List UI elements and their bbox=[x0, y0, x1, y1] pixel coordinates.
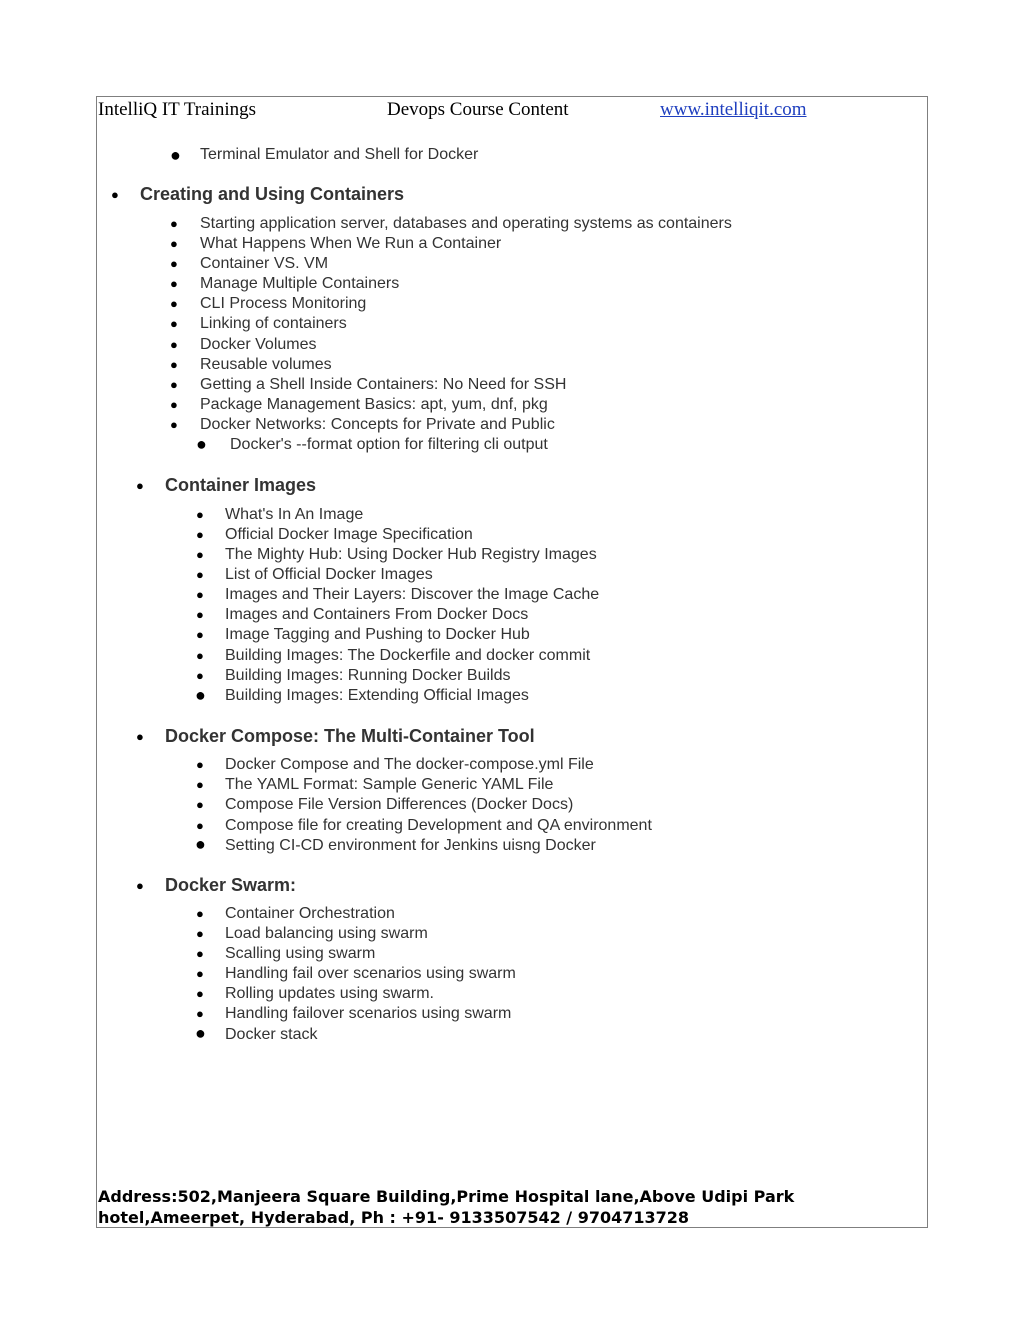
bullet-icon: ● bbox=[196, 547, 204, 562]
list-item: Container Orchestration bbox=[225, 905, 395, 922]
bullet-icon: ● bbox=[170, 236, 178, 251]
bullet-icon: ● bbox=[170, 337, 178, 352]
bullet-icon: ● bbox=[196, 946, 204, 961]
list-item: What's In An Image bbox=[225, 506, 364, 523]
list-item: Manage Multiple Containers bbox=[200, 275, 400, 292]
list-item: Setting CI-CD environment for Jenkins uisng Docker bbox=[225, 837, 596, 854]
section-heading-containers: Creating and Using Containers bbox=[140, 184, 405, 204]
header-website-link[interactable]: www.intelliqit.com bbox=[660, 99, 807, 120]
bullet-icon: ● bbox=[170, 357, 178, 372]
header-company: IntelliQ IT Trainings bbox=[98, 99, 256, 120]
list-item: Handling fail over scenarios using swarm bbox=[225, 965, 516, 982]
bullet-icon: ● bbox=[136, 878, 144, 893]
list-item: Starting application server, databases and operating systems as containers bbox=[200, 215, 732, 232]
footer-address-line2: hotel,Ameerpet, Hyderabad, Ph : +91- 9133507542 / 9704713728 bbox=[98, 1208, 690, 1227]
list-item: Load balancing using swarm bbox=[225, 925, 428, 942]
bullet-icon: ● bbox=[170, 377, 178, 392]
bullet-icon: ● bbox=[170, 256, 178, 271]
bullet-icon: ● bbox=[195, 834, 206, 854]
list-item: Rolling updates using swarm. bbox=[225, 985, 434, 1002]
list-item: Images and Their Layers: Discover the Image Cache bbox=[225, 586, 600, 603]
bullet-icon: ● bbox=[196, 1006, 204, 1021]
bullet-icon: ● bbox=[170, 397, 178, 412]
list-item: Container VS. VM bbox=[200, 255, 329, 272]
bullet-icon: ● bbox=[196, 627, 204, 642]
bullet-icon: ● bbox=[196, 926, 204, 941]
bullet-icon: ● bbox=[196, 668, 204, 683]
bullet-icon: ● bbox=[196, 818, 204, 833]
header-title: Devops Course Content bbox=[387, 99, 569, 120]
list-item: Images and Containers From Docker Docs bbox=[225, 606, 529, 623]
list-item: Building Images: Extending Official Images bbox=[225, 687, 529, 704]
footer-address bbox=[98, 1186, 794, 1228]
list-item: Official Docker Image Specification bbox=[225, 526, 473, 543]
bullet-icon: ● bbox=[196, 986, 204, 1001]
list-item: Terminal Emulator and Shell for Docker bbox=[200, 146, 479, 163]
list-item: Handling failover scenarios using swarm bbox=[225, 1005, 512, 1022]
bullet-icon: ● bbox=[170, 316, 178, 331]
bullet-icon: ● bbox=[170, 145, 181, 165]
bullet-icon: ● bbox=[196, 648, 204, 663]
list-item: Scalling using swarm bbox=[225, 945, 376, 962]
bullet-icon: ● bbox=[136, 478, 144, 493]
list-item: Compose File Version Differences (Docker Docs) bbox=[225, 796, 574, 813]
list-item: Docker stack bbox=[225, 1026, 318, 1043]
list-item: What Happens When We Run a Container bbox=[200, 235, 502, 252]
list-item: Docker Networks: Concepts for Private and Public bbox=[200, 416, 555, 433]
bullet-icon: ● bbox=[196, 797, 204, 812]
list-item: Linking of containers bbox=[200, 315, 347, 332]
bullet-icon: ● bbox=[196, 567, 204, 582]
bullet-icon: ● bbox=[196, 587, 204, 602]
list-item: Docker Volumes bbox=[200, 336, 317, 353]
section-heading-images: Container Images bbox=[165, 475, 317, 495]
list-item: The Mighty Hub: Using Docker Hub Registry Images bbox=[225, 546, 597, 563]
list-item: Docker Compose and The docker-compose.yml File bbox=[225, 756, 594, 773]
bullet-icon: ● bbox=[196, 527, 204, 542]
footer-address-line1: Address:502,Manjeera Square Building,Prime Hospital lane,Above Udipi Park bbox=[98, 1187, 795, 1206]
section-heading-swarm: Docker Swarm: bbox=[165, 875, 297, 895]
bullet-icon: ● bbox=[136, 729, 144, 744]
list-item: Reusable volumes bbox=[200, 356, 332, 373]
list-item: CLI Process Monitoring bbox=[200, 295, 367, 312]
bullet-icon: ● bbox=[111, 187, 119, 202]
bullet-icon: ● bbox=[196, 757, 204, 772]
bullet-icon: ● bbox=[196, 507, 204, 522]
list-item: Building Images: The Dockerfile and docker commit bbox=[225, 647, 591, 664]
list-item: Getting a Shell Inside Containers: No Need for SSH bbox=[200, 376, 567, 393]
section-heading-compose: Docker Compose: The Multi-Container Tool bbox=[165, 726, 535, 746]
bullet-icon: ● bbox=[196, 607, 204, 622]
bullet-icon: ● bbox=[170, 296, 178, 311]
bullet-icon: ● bbox=[170, 276, 178, 291]
list-item: Building Images: Running Docker Builds bbox=[225, 667, 511, 684]
bullet-icon: ● bbox=[170, 417, 178, 432]
list-item: Image Tagging and Pushing to Docker Hub bbox=[225, 626, 530, 643]
list-item: The YAML Format: Sample Generic YAML File bbox=[225, 776, 554, 793]
list-item: List of Official Docker Images bbox=[225, 566, 433, 583]
list-item: Compose file for creating Development and QA environment bbox=[225, 817, 652, 834]
bullet-icon: ● bbox=[196, 434, 207, 454]
bullet-icon: ● bbox=[170, 216, 178, 231]
list-item: Docker's --format option for filtering cli output bbox=[230, 436, 548, 453]
bullet-icon: ● bbox=[196, 777, 204, 792]
list-item: Package Management Basics: apt, yum, dnf, pkg bbox=[200, 396, 548, 413]
bullet-icon: ● bbox=[195, 685, 206, 705]
bullet-icon: ● bbox=[196, 966, 204, 981]
bullet-icon: ● bbox=[195, 1023, 206, 1043]
bullet-icon: ● bbox=[196, 906, 204, 921]
